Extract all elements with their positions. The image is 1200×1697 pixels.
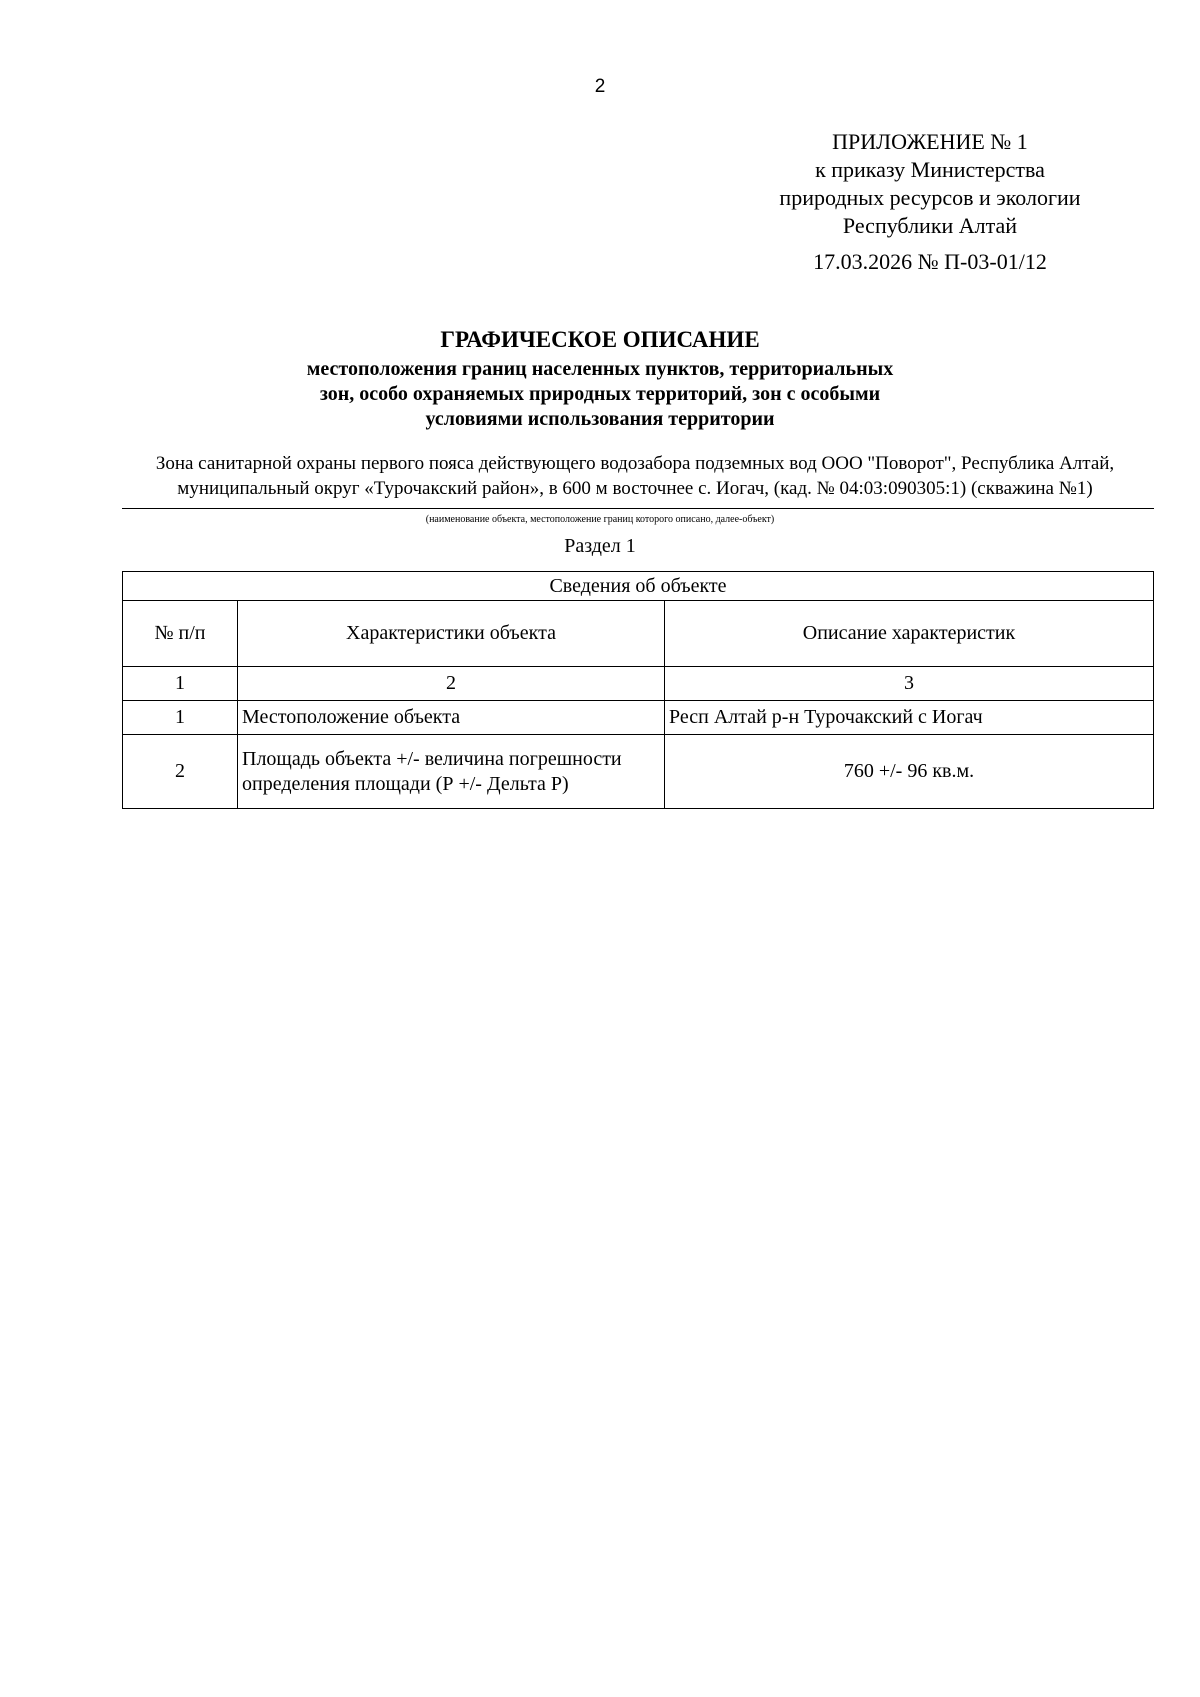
object-name-line: муниципальный округ «Турочакский район», в 600 м восточнее с. Иогач, (кад. № 04:03:090305:1) (скважина №1) (177, 478, 1093, 499)
row-characteristic: Местоположение объекта (238, 701, 665, 735)
row-number: 2 (123, 735, 238, 809)
document-subtitle (220, 357, 980, 432)
object-name-line: Зона санитарной охраны первого пояса действующего водозабора подземных вод ООО "Поворот", Республика Алтай, (155, 453, 1115, 474)
row-description: 760 +/- 96 кв.м. (665, 735, 1154, 809)
row-number: 1 (123, 701, 238, 735)
appendix-title: ПРИЛОЖЕНИЕ № 1 (832, 129, 1028, 154)
subtitle-line: местоположения границ населенных пунктов, территориальных (306, 358, 894, 380)
table-columns-row (123, 601, 1154, 667)
column-number: 2 (238, 667, 665, 701)
table-header: Сведения об объекте (123, 572, 1154, 601)
column-header-characteristic: Характеристики объекта (238, 601, 665, 667)
column-number: 1 (123, 667, 238, 701)
table-row (123, 701, 1154, 735)
object-caption: (наименование объекта, местоположение границ которого описано, далее-объект) (425, 514, 775, 525)
appendix-block (740, 128, 1120, 276)
row-characteristic (238, 735, 665, 809)
column-number: 3 (665, 667, 1154, 701)
section-title: Раздел 1 (564, 535, 636, 557)
appendix-line: Республики Алтай (842, 213, 1018, 238)
page-number: 2 (594, 76, 606, 97)
order-date-number: 17.03.2026 № П-03-01/12 (813, 249, 1047, 274)
subtitle-line: условиями использования территории (425, 408, 775, 430)
row-characteristic-line: определения площади (Р +/- Дельта Р) (242, 772, 569, 795)
appendix-line: к приказу Министерства (815, 157, 1045, 182)
table-row (123, 735, 1154, 809)
column-header-num: № п/п (123, 601, 238, 667)
document-title-block (220, 325, 980, 432)
subtitle-line: зон, особо охраняемых природных территорий, зон с особыми (319, 383, 881, 405)
object-name (110, 451, 1160, 501)
object-info-table (122, 571, 1154, 809)
row-characteristic-line: Площадь объекта +/- величина погрешности (242, 747, 622, 770)
row-description: Респ Алтай р-н Турочакский с Иогач (665, 701, 1154, 735)
column-header-description: Описание характеристик (665, 601, 1154, 667)
document-title: ГРАФИЧЕСКОЕ ОПИСАНИЕ (440, 327, 760, 352)
appendix-line: природных ресурсов и экологии (779, 185, 1081, 210)
table-header-row (123, 572, 1154, 601)
object-underline (122, 508, 1154, 509)
table-column-numbers-row (123, 667, 1154, 701)
